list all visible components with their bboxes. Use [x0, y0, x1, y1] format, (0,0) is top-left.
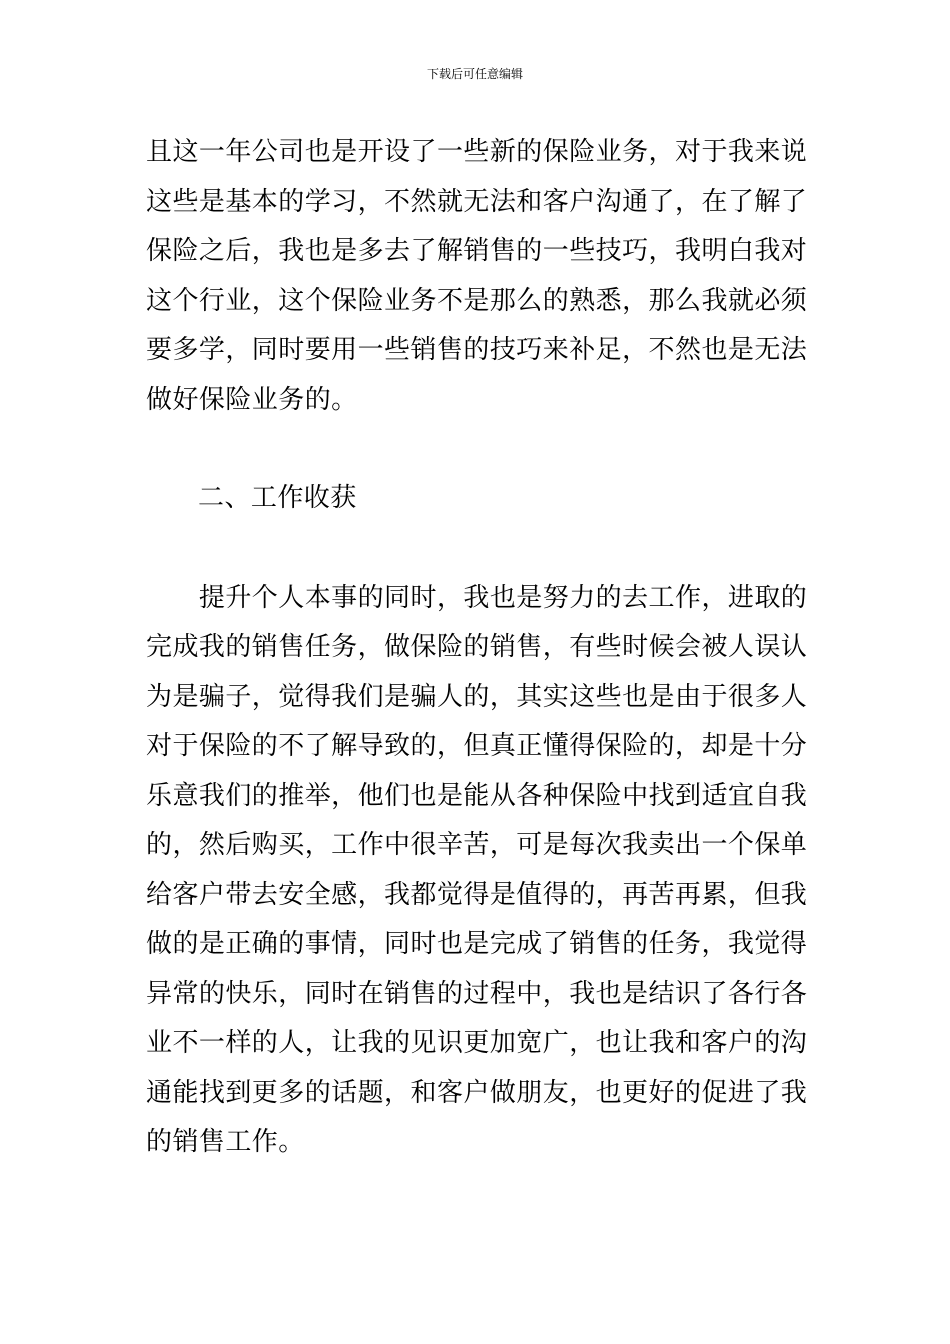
paragraph-line: 的，然后购买，工作中很辛苦，可是每次我卖出一个保单	[146, 830, 808, 860]
paragraph-line: 业不一样的人，让我的见识更加宽广，也让我和客户的沟	[146, 1028, 808, 1058]
paragraph-line: 为是骗子，觉得我们是骗人的，其实这些也是由于很多人	[146, 681, 808, 712]
paragraph-line: 要多学，同时要用一些销售的技巧来补足，不然也是无法	[146, 335, 808, 365]
paragraph-line: 给客户带去安全感，我都觉得是值得的，再苦再累，但我	[146, 879, 808, 910]
paragraph-1	[146, 128, 808, 425]
paragraph-line: 这个行业，这个保险业务不是那么的熟悉，那么我就必须	[146, 285, 808, 316]
paragraph-line: 这些是基本的学习，不然就无法和客户沟通了，在了解了	[146, 186, 808, 217]
paragraph-line: 对于保险的不了解导致的，但真正懂得保险的，却是十分	[146, 731, 808, 761]
paragraph-line: 且这一年公司也是开设了一些新的保险业务，对于我来说	[146, 137, 808, 167]
paragraph-2	[146, 574, 808, 1168]
paragraph-line: 提升个人本事的同时，我也是努力的去工作，进取的	[146, 582, 808, 613]
document-body	[146, 128, 808, 1168]
paragraph-line: 做的是正确的事情，同时也是完成了销售的任务，我觉得	[146, 929, 808, 959]
paragraph-line: 保险之后，我也是多去了解销售的一些技巧，我明白我对	[146, 236, 808, 266]
paragraph-line: 通能找到更多的话题，和客户做朋友，也更好的促进了我	[146, 1077, 808, 1108]
paragraph-line: 异常的快乐，同时在销售的过程中，我也是结识了各行各	[146, 978, 808, 1009]
paragraph-line: 完成我的销售任务，做保险的销售，有些时候会被人误认	[146, 632, 808, 662]
paragraph-line: 的销售工作。	[146, 1127, 305, 1157]
page-header: 下载后可任意编辑	[426, 67, 523, 81]
section-heading: 二、工作收获	[198, 483, 357, 513]
paragraph-line: 做好保险业务的。	[146, 384, 358, 415]
paragraph-line: 乐意我们的推举，他们也是能从各种保险中找到适宜自我	[146, 780, 808, 811]
